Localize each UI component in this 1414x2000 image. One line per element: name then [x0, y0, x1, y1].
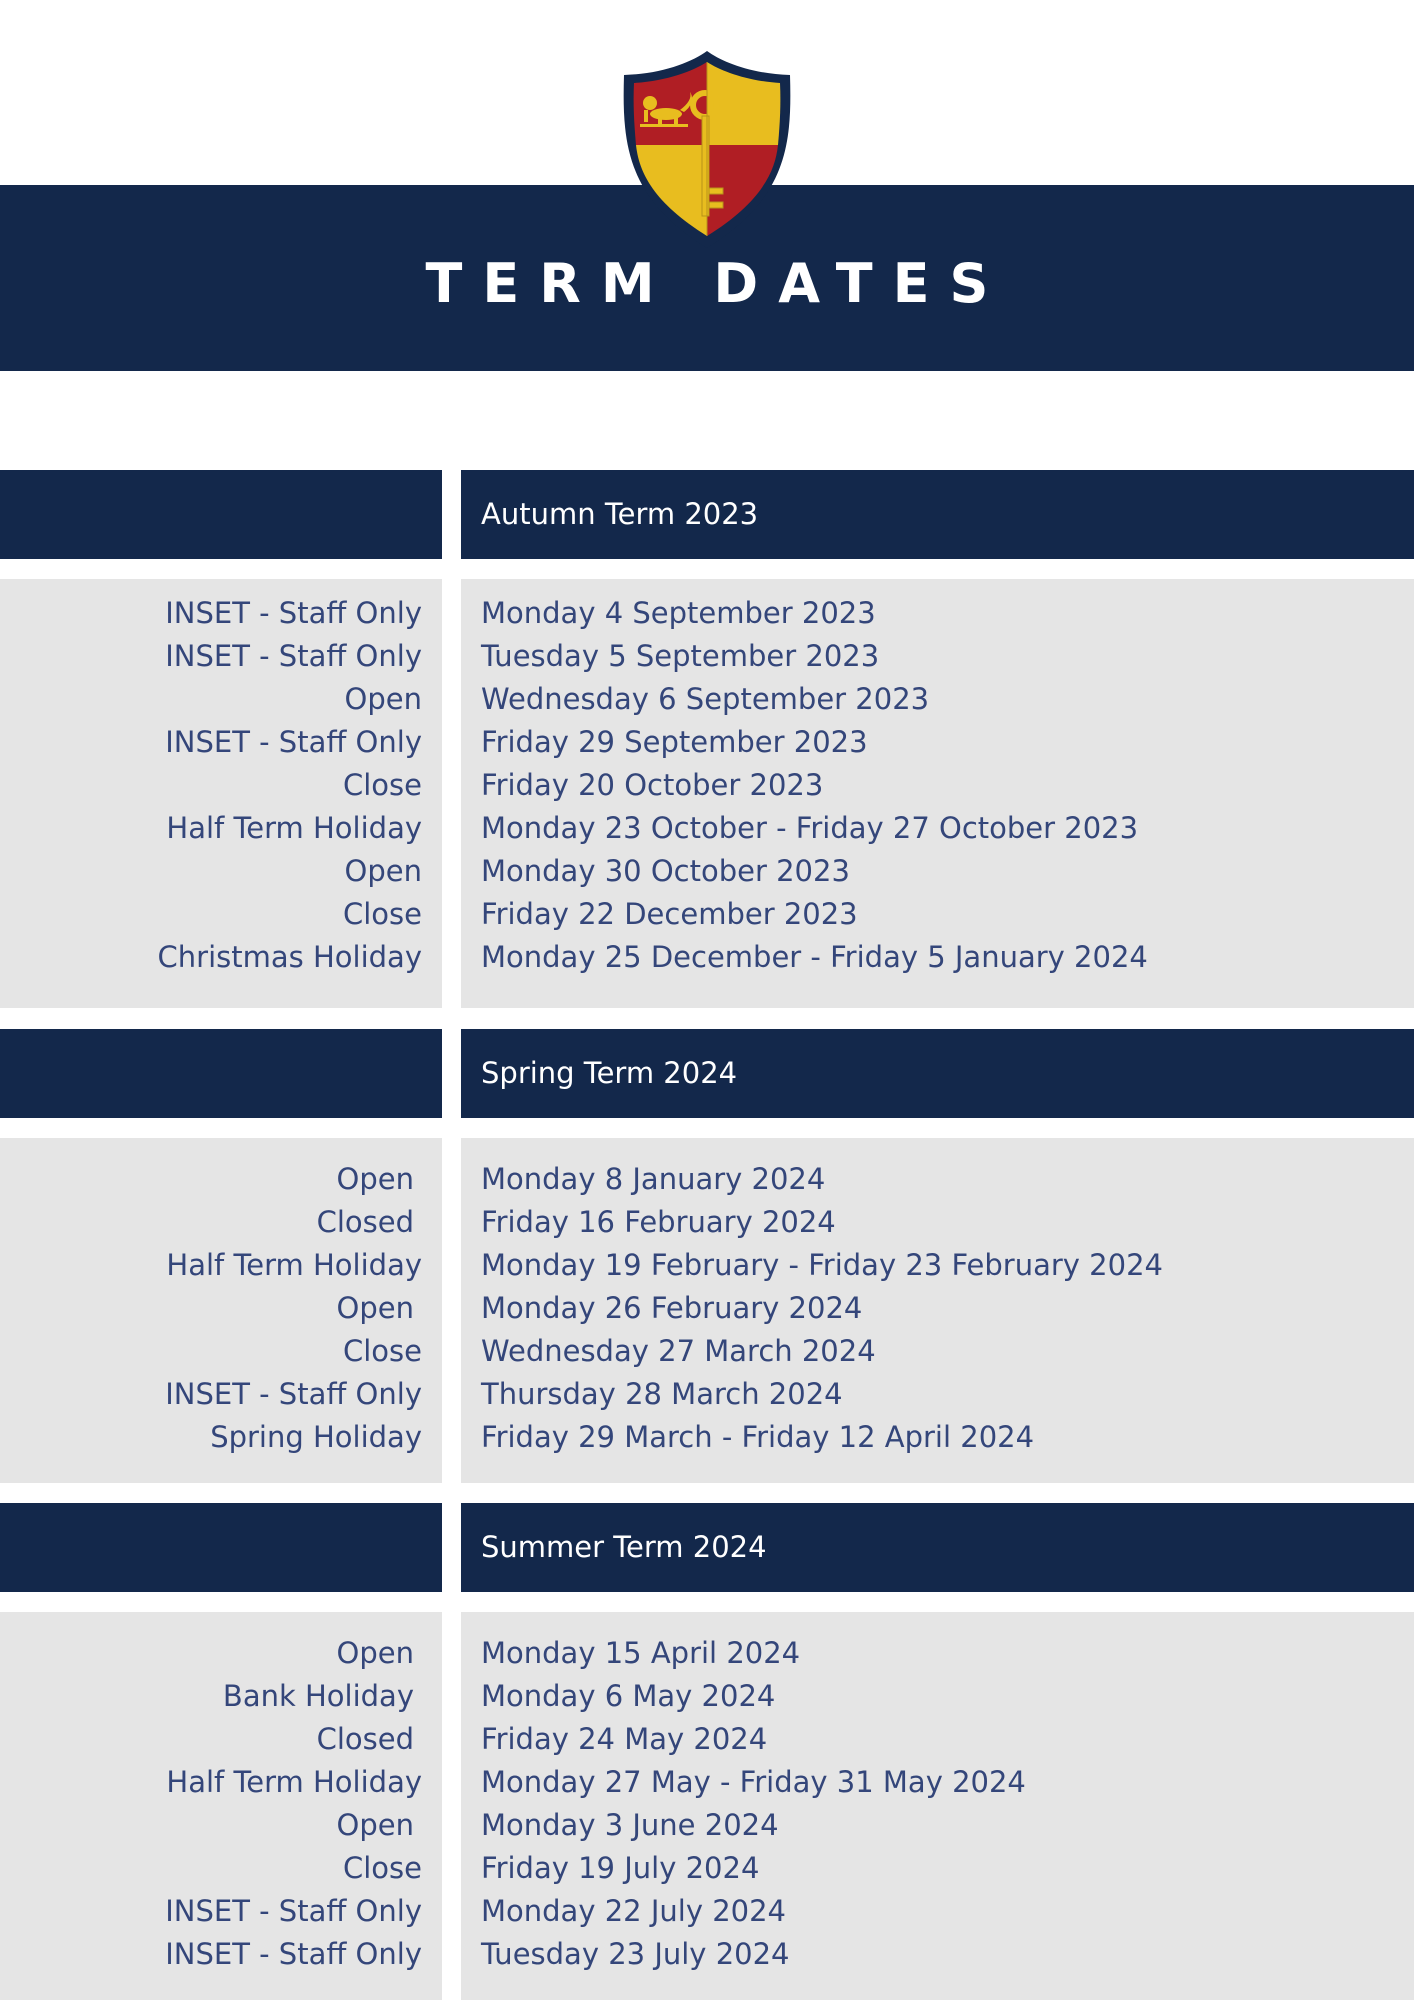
row-date: Friday 19 July 2024 — [481, 1851, 760, 1885]
row-date: Friday 20 October 2023 — [481, 768, 824, 802]
row-date: Monday 4 September 2023 — [481, 596, 876, 630]
row-date: Wednesday 6 September 2023 — [481, 682, 930, 716]
row-label: Close — [343, 1851, 422, 1885]
row-date: Wednesday 27 March 2024 — [481, 1334, 876, 1368]
row-date: Friday 29 March - Friday 12 April 2024 — [481, 1420, 1035, 1454]
row-date: Monday 22 July 2024 — [481, 1894, 786, 1928]
row-label: Half Term Holiday — [166, 1248, 422, 1282]
row-date: Monday 19 February - Friday 23 February 2024 — [481, 1248, 1163, 1282]
term-header-summer: Summer Term 2024 — [461, 1503, 1414, 1592]
row-label: Open — [336, 1636, 414, 1670]
row-label: Half Term Holiday — [166, 1765, 422, 1799]
row-date: Friday 16 February 2024 — [481, 1205, 836, 1239]
term-labels-spring — [0, 1138, 442, 1483]
row-label: INSET - Staff Only — [165, 639, 422, 673]
term-header-spacer — [0, 1029, 442, 1118]
row-label: Half Term Holiday — [166, 811, 422, 845]
row-label: Closed — [316, 1722, 414, 1756]
row-label: INSET - Staff Only — [165, 1894, 422, 1928]
row-label: Open — [336, 1291, 414, 1325]
row-date: Friday 29 September 2023 — [481, 725, 868, 759]
row-label: Open — [336, 1808, 414, 1842]
row-date: Thursday 28 March 2024 — [481, 1377, 843, 1411]
row-label: Close — [343, 897, 422, 931]
row-label: Christmas Holiday — [157, 940, 422, 974]
row-date: Monday 25 December - Friday 5 January 2024 — [481, 940, 1148, 974]
row-date: Monday 6 May 2024 — [481, 1679, 776, 1713]
row-date: Monday 23 October - Friday 27 October 2023 — [481, 811, 1139, 845]
row-label: Closed — [316, 1205, 414, 1239]
term-dates-autumn — [461, 579, 1414, 1008]
row-label: Open — [344, 682, 422, 716]
row-label: Open — [344, 854, 422, 888]
page-title: TERM DATES — [425, 252, 1009, 315]
row-label: Open — [336, 1162, 414, 1196]
row-date: Monday 30 October 2023 — [481, 854, 850, 888]
term-header-spring: Spring Term 2024 — [461, 1029, 1414, 1118]
term-header-spacer — [0, 470, 442, 559]
term-dates-spring — [461, 1138, 1414, 1483]
row-date: Tuesday 23 July 2024 — [481, 1937, 790, 1971]
row-label: INSET - Staff Only — [165, 1937, 422, 1971]
term-header-autumn: Autumn Term 2023 — [461, 470, 1414, 559]
term-labels-autumn — [0, 579, 442, 1008]
row-date: Friday 24 May 2024 — [481, 1722, 768, 1756]
term-labels-summer — [0, 1612, 442, 2000]
row-date: Tuesday 5 September 2023 — [481, 639, 880, 673]
row-date: Monday 26 February 2024 — [481, 1291, 863, 1325]
school-crest-icon — [614, 48, 800, 252]
row-label: Close — [343, 768, 422, 802]
row-date: Friday 22 December 2023 — [481, 897, 858, 931]
row-date: Monday 27 May - Friday 31 May 2024 — [481, 1765, 1026, 1799]
row-label: INSET - Staff Only — [165, 1377, 422, 1411]
row-date: Monday 3 June 2024 — [481, 1808, 779, 1842]
term-dates-summer — [461, 1612, 1414, 2000]
row-label: INSET - Staff Only — [165, 596, 422, 630]
term-header-spacer — [0, 1503, 442, 1592]
row-label: Bank Holiday — [222, 1679, 414, 1713]
row-label: INSET - Staff Only — [165, 725, 422, 759]
row-label: Spring Holiday — [210, 1420, 422, 1454]
row-date: Monday 8 January 2024 — [481, 1162, 826, 1196]
row-label: Close — [343, 1334, 422, 1368]
row-date: Monday 15 April 2024 — [481, 1636, 801, 1670]
